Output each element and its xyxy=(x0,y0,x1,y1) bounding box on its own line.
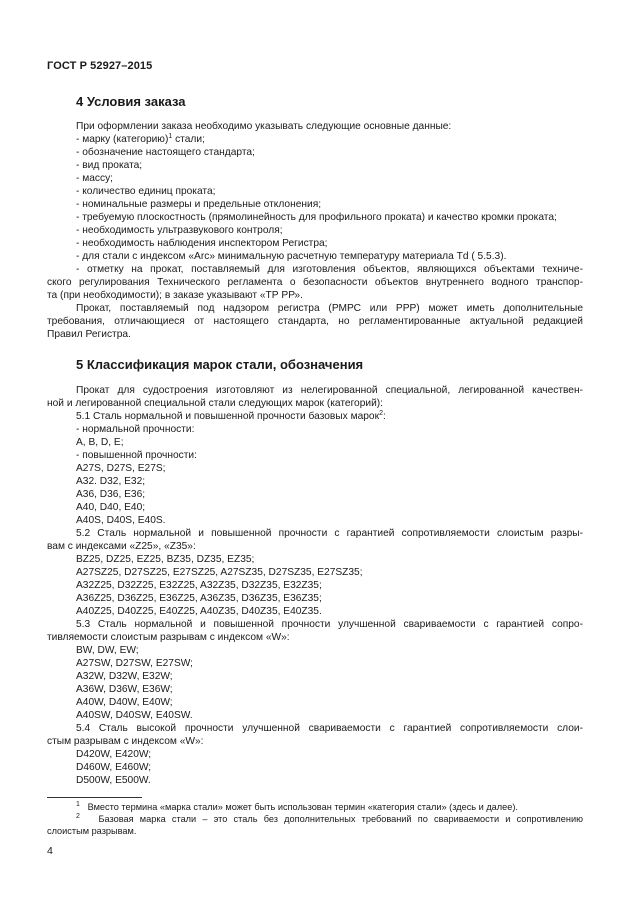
marking-paragraph-line: ского регулирования Технического регламента о безопасности объектов внутреннего водного транспор- xyxy=(47,277,583,288)
footnote-2-line: $^2$ Базовая марка стали – это сталь без дополнительных требований по свариваемости и сопротивлению xyxy=(76,813,583,824)
grade-line: A40W, D40W, E40W; xyxy=(76,697,173,708)
grade-line: D420W, E420W; xyxy=(76,749,152,760)
footnote-2-line: слоистым разрывам. xyxy=(47,826,137,836)
grade-line: D460W, E460W; xyxy=(76,762,152,773)
order-item: - марку (категорию)$^1$ стали; xyxy=(76,133,205,145)
order-item: - вид проката; xyxy=(76,160,143,171)
grade-line: A36W, D36W, E36W; xyxy=(76,684,173,695)
section-4-intro: При оформлении заказа необходимо указывать следующие основные данные: xyxy=(76,121,452,132)
section-4-title: 4 Условия заказа xyxy=(76,94,186,109)
clause-5-3-line: 5.3 Сталь нормальной и повышенной прочности улучшенной свариваемости с гарантией сопро- xyxy=(76,619,583,630)
grade-line: A27SW, D27SW, E27SW; xyxy=(76,658,194,669)
registry-paragraph-line: требования, отличающиеся от настоящего стандарта, но регламентированные актуальной редакцией xyxy=(47,316,583,327)
grade-line: A32. D32, E32; xyxy=(76,476,146,487)
order-item: - необходимость наблюдения инспектором Регистра; xyxy=(76,238,328,249)
section-5-intro-line: Прокат для судостроения изготовляют из нелегированной специальной, легированной качествен- xyxy=(76,385,583,396)
grade-line: D500W, E500W. xyxy=(76,775,151,786)
grade-line: A40SW, D40SW, E40SW. xyxy=(76,710,193,721)
page-number: 4 xyxy=(47,845,53,857)
order-item: - обозначение настоящего стандарта; xyxy=(76,147,255,158)
grade-line: BW, DW, EW; xyxy=(76,645,139,656)
clause-5-3-line: тивляемости слоистым разрывам с индексом «W»: xyxy=(47,632,290,643)
clause-5-1: 5.1 Сталь нормальной и повышенной прочности базовых марок$^2$: xyxy=(76,410,386,422)
grade-line: A27S, D27S, E27S; xyxy=(76,463,166,474)
grade-line: A36Z25, D36Z25, E36Z25, A36Z35, D36Z35, E36Z35; xyxy=(76,593,322,604)
section-5-intro-line: ной и легированной специальной стали следующих марок (категорий): xyxy=(47,398,383,409)
normal-strength-label: - нормальной прочности: xyxy=(76,424,195,435)
grade-line: A36, D36, E36; xyxy=(76,489,146,500)
registry-paragraph-line: Правил Регистра. xyxy=(47,329,131,340)
order-item: - требуемую плоскостность (прямолинейность для профильного проката) и качество кромки проката; xyxy=(76,212,557,223)
clause-5-4-line: 5.4 Сталь высокой прочности улучшенной свариваемости с гарантией сопротивляемости слои- xyxy=(76,723,583,734)
footnote-separator xyxy=(47,797,142,798)
grade-line: A40Z25, D40Z25, E40Z25, A40Z35, D40Z35, E40Z35. xyxy=(76,606,322,617)
marking-paragraph-line: - отметку на прокат, поставляемый для изготовления объектов, являющихся объектами техниче- xyxy=(76,264,583,275)
grade-line: BZ25, DZ25, EZ25, BZ35, DZ35, EZ35; xyxy=(76,554,255,565)
registry-paragraph-line: Прокат, поставляемый под надзором регистра (РМРС или РРР) может иметь дополнительные xyxy=(76,303,583,314)
grade-line: A40S, D40S, E40S. xyxy=(76,515,166,526)
order-item: - массу; xyxy=(76,173,114,184)
order-item: - количество единиц проката; xyxy=(76,186,216,197)
footnote-2-marker: 2 xyxy=(76,813,80,820)
order-item: - для стали с индексом «Arc» минимальную расчетную температуру материала Td ( 5.5.3). xyxy=(76,251,507,262)
order-item: - необходимость ультразвукового контроля; xyxy=(76,225,283,236)
order-item: - номинальные размеры и предельные отклонения; xyxy=(76,199,322,210)
document-header: ГОСТ Р 52927–2015 xyxy=(47,60,153,72)
clause-5-2-line: вам с индексами «Z25», «Z35»: xyxy=(47,541,196,552)
section-5-title: 5 Классификация марок стали, обозначения xyxy=(76,357,364,372)
marking-paragraph-line: та (при необходимости); в заказе указывают «ТР РР». xyxy=(47,290,303,301)
grade-line: A27SZ25, D27SZ25, E27SZ25, A27SZ35, D27SZ35, E27SZ35; xyxy=(76,567,363,578)
footnote-1-marker: 1 xyxy=(76,801,80,808)
clause-5-4-line: стым разрывам с индексом «W»: xyxy=(47,736,204,747)
grade-line: A40, D40, E40; xyxy=(76,502,146,513)
grade-line: A32W, D32W, E32W; xyxy=(76,671,173,682)
clause-5-2-line: 5.2 Сталь нормальной и повышенной прочности с гарантией сопротивляемости слоистым разры- xyxy=(76,528,583,539)
grade-line: A32Z25, D32Z25, E32Z25, A32Z35, D32Z35, E32Z35; xyxy=(76,580,322,591)
high-strength-label: - повышенной прочности: xyxy=(76,450,197,461)
grade-line: A, B, D, E; xyxy=(76,437,124,448)
footnote-1: $^1$ Вместо термина «марка стали» может быть использован термин «категория стали» (здесь и далее). xyxy=(76,801,518,812)
